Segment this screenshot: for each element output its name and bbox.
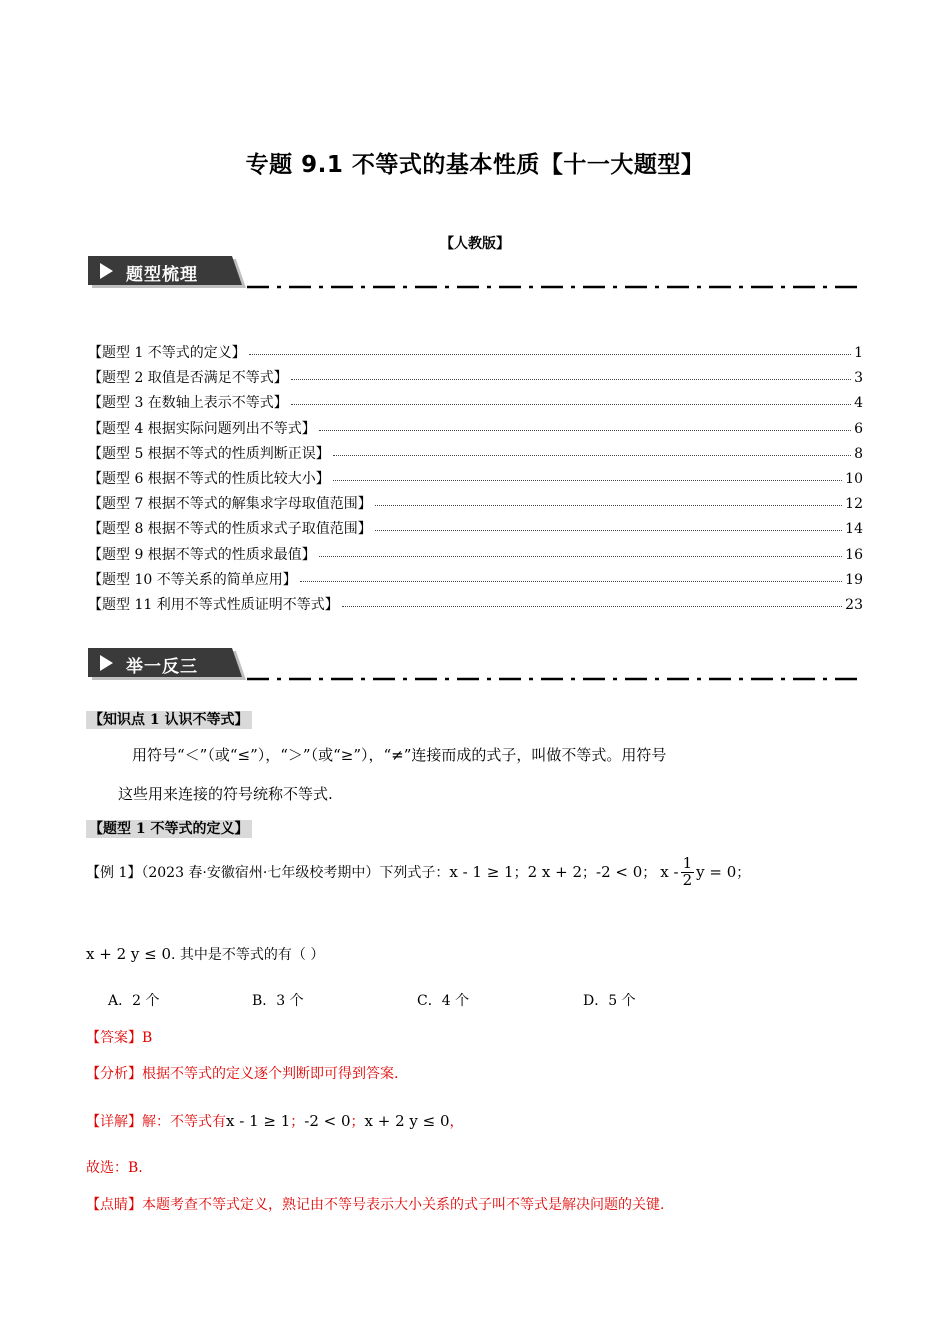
- question-text: . 其中是不等式的有（ ）: [171, 947, 325, 963]
- toc-entry-page: 10: [845, 471, 863, 487]
- toc-entry-label: 【题型 5 根据不等式的性质判断正误】: [88, 445, 330, 462]
- section-banner-overview: [88, 256, 246, 288]
- expr-4-post: y = 0: [696, 863, 737, 881]
- toc-entry-page: 16: [845, 546, 863, 563]
- banner-title: 举一反三: [126, 657, 198, 677]
- comment-line: [86, 1194, 664, 1214]
- toc-entry[interactable]: [88, 593, 863, 618]
- detail-tag: 【详解】: [86, 1114, 142, 1130]
- fraction-numerator: 1: [682, 854, 693, 872]
- detail-expr-1: x - 1 ≥ 1: [226, 1112, 291, 1130]
- toc-entry[interactable]: [88, 417, 863, 442]
- separator: ；: [350, 1114, 365, 1130]
- toc-entry-label: 【题型 9 根据不等式的性质求最值】: [88, 546, 316, 563]
- section-banner-practice: [88, 648, 246, 680]
- toc-entry-label: 【题型 1 不等式的定义】: [88, 345, 246, 361]
- toc-entry-page: 4: [854, 395, 863, 412]
- type-heading: 【题型 1 不等式的定义】: [86, 818, 252, 838]
- toc-entry-label: 【题型 3 在数轴上表示不等式】: [88, 395, 288, 412]
- analysis-tag: 【分析】: [86, 1066, 142, 1082]
- comment-text: 本题考查不等式定义，熟记由不等号表示大小关系的式子叫不等式是解决问题的关键.: [142, 1197, 665, 1213]
- answer-value: B: [142, 1030, 153, 1046]
- toc-leader-dots: [333, 480, 842, 481]
- option-b: B．3 个: [252, 993, 304, 1009]
- toc-leader-dots: [375, 505, 842, 506]
- toc-entry-label: 【题型 4 根据实际问题列出不等式】: [88, 420, 316, 437]
- expr-5: x + 2 y ≤ 0: [86, 945, 171, 963]
- dash-dot-divider: [247, 284, 862, 290]
- toc-leader-dots: [319, 556, 842, 557]
- toc-leader-dots: [291, 404, 851, 405]
- toc-entry-page: 23: [845, 597, 863, 613]
- toc-entry-label: 【题型 2 取值是否满足不等式】: [88, 370, 288, 387]
- toc-entry-label: 【题型 10 不等关系的简单应用】: [88, 571, 297, 588]
- detail-line: [86, 1111, 464, 1131]
- toc-entry[interactable]: [88, 543, 863, 568]
- detail-expr-2: -2 < 0: [304, 1112, 351, 1130]
- fraction: [681, 856, 695, 888]
- detail-expr-3: x + 2 y ≤ 0: [364, 1112, 450, 1130]
- knowledge-text-line1: 用符号“＜”（或“≤”），“＞”（或“≥”），“≠”连接而成的式子，叫做不等式。用符号: [132, 746, 667, 764]
- option-c: C．4 个: [417, 993, 470, 1009]
- toc-leader-dots: [375, 530, 842, 531]
- toc-entry-page: 1: [854, 345, 863, 361]
- toc-entry-label: 【题型 8 根据不等式的性质求式子取值范围】: [88, 521, 372, 538]
- comment-tag: 【点睛】: [86, 1197, 142, 1213]
- dash-dot-divider: [247, 676, 862, 682]
- option-a: A．2 个: [108, 993, 160, 1009]
- toc-entry-page: 12: [845, 496, 863, 513]
- toc-entry-label: 【题型 6 根据不等式的性质比较大小】: [88, 471, 330, 487]
- separator: ；: [290, 1114, 305, 1130]
- expr-2: 2 x + 2: [527, 863, 583, 881]
- detail-text: 解：不等式有: [142, 1114, 226, 1130]
- expr-4-pre: x -: [660, 863, 679, 881]
- toc-leader-dots: [333, 455, 851, 456]
- option-d: D．5 个: [583, 993, 636, 1009]
- toc-leader-dots: [249, 354, 851, 355]
- toc-entry[interactable]: [88, 492, 863, 517]
- toc-entry-label: 【题型 7 根据不等式的解集求字母取值范围】: [88, 496, 372, 513]
- toc-leader-dots: [300, 581, 842, 582]
- banner-title: 题型梳理: [126, 265, 198, 285]
- toc-entry[interactable]: [88, 568, 863, 593]
- knowledge-heading: 【知识点 1 认识不等式】: [86, 709, 252, 729]
- toc-entry-label: 【题型 11 利用不等式性质证明不等式】: [88, 597, 339, 613]
- page-title: 专题 9.1 不等式的基本性质【十一大题型】: [245, 152, 705, 178]
- fraction-denominator: 2: [682, 871, 693, 889]
- choose-line: 故选：B.: [86, 1160, 143, 1176]
- toc-entry[interactable]: [88, 341, 863, 366]
- toc-entry-page: 6: [854, 420, 863, 437]
- example-1-line2: [86, 944, 324, 964]
- toc-entry[interactable]: [88, 467, 863, 492]
- separator: ；: [513, 865, 528, 881]
- toc-entry-page: 14: [845, 521, 863, 538]
- expr-1: x - 1 ≥ 1: [449, 863, 514, 881]
- expr-3: -2 < 0: [596, 863, 643, 881]
- toc-entry[interactable]: [88, 442, 863, 467]
- toc-entry-page: 8: [854, 445, 863, 462]
- toc-entry-page: 19: [845, 571, 863, 588]
- toc-entry[interactable]: [88, 366, 863, 391]
- analysis-text: 根据不等式的定义逐个判断即可得到答案.: [142, 1066, 399, 1082]
- separator: ；: [642, 865, 657, 881]
- edition-label: 【人教版】: [440, 236, 510, 252]
- separator: ；: [582, 865, 597, 881]
- toc-entry-page: 3: [854, 370, 863, 387]
- example-1-line1: [86, 856, 750, 888]
- example-prefix: 【例 1】（2023 春·安徽宿州·七年级校考期中）下列式子：: [86, 865, 450, 881]
- toc-entry[interactable]: [88, 517, 863, 542]
- knowledge-text-line2: 这些用来连接的符号统称不等式.: [118, 785, 333, 803]
- analysis-line: [86, 1063, 398, 1083]
- toc-leader-dots: [342, 606, 842, 607]
- answer-line: [86, 1027, 152, 1047]
- toc-entry[interactable]: [88, 391, 863, 416]
- answer-tag: 【答案】: [86, 1030, 142, 1046]
- toc-leader-dots: [291, 379, 851, 380]
- separator: ，: [449, 1114, 464, 1130]
- separator: ；: [736, 865, 751, 881]
- toc-leader-dots: [319, 430, 851, 431]
